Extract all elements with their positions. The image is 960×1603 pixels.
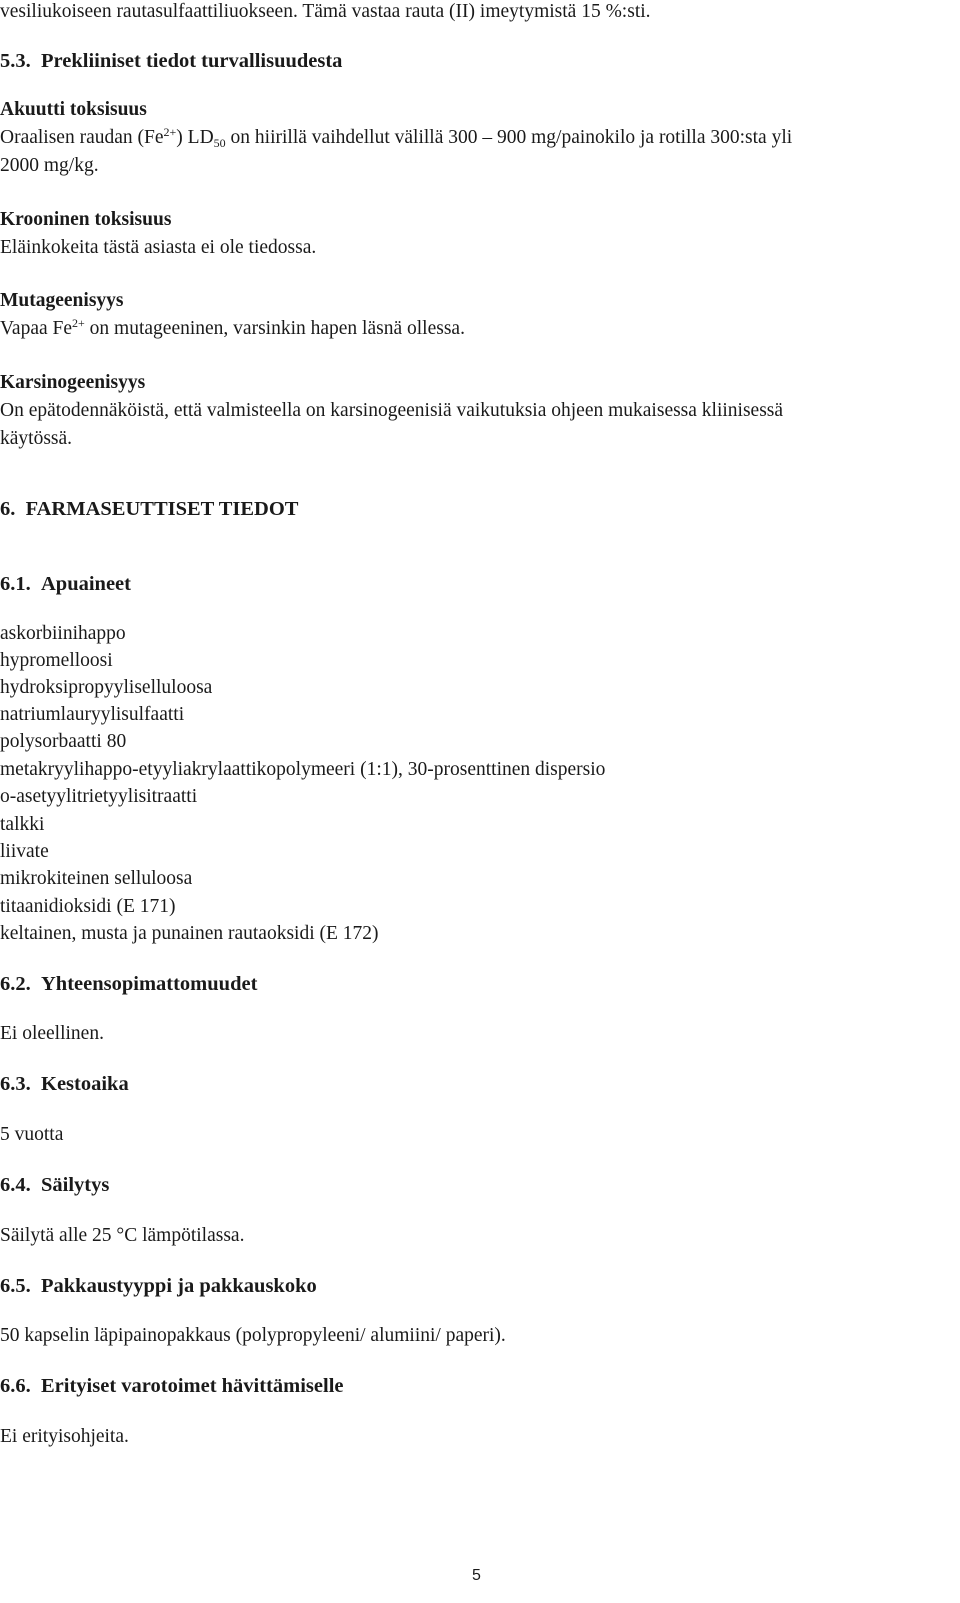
heading-5-3 — [0, 49, 342, 73]
excipient-item: natriumlauryylisulfaatti — [0, 704, 185, 725]
package-text: 50 kapselin läpipainopakkaus (polypropyleeni/ alumiini/ paperi). — [0, 1325, 506, 1346]
excipient-item: mikrokiteinen selluloosa — [0, 868, 193, 889]
shelf-life-text: 5 vuotta — [0, 1124, 64, 1145]
section-number: 5.3. — [0, 50, 31, 72]
acute-toxicity-text-cont: 2000 mg/kg. — [0, 155, 99, 176]
page-number: 5 — [472, 1567, 481, 1584]
excipient-item: polysorbaatti 80 — [0, 731, 127, 752]
excipient-item: o-asetyylitrietyylisitraatti — [0, 786, 198, 807]
heading-6-2 — [0, 972, 257, 996]
section-title: Pakkaustyyppi ja pakkauskoko — [41, 1275, 317, 1297]
text-part: ) LD — [176, 127, 214, 148]
excipient-item: hypromelloosi — [0, 650, 113, 671]
section-title: Prekliiniset tiedot turvallisuudesta — [41, 50, 343, 72]
section-number: 6.6. — [0, 1375, 31, 1397]
section-number: 6.4. — [0, 1174, 31, 1196]
heading-6 — [0, 497, 298, 521]
disposal-text: Ei erityisohjeita. — [0, 1426, 129, 1447]
section-number: 6.1. — [0, 573, 31, 595]
excipient-item: keltainen, musta ja punainen rautaoksidi (E 172) — [0, 923, 379, 944]
section-number: 6.2. — [0, 973, 31, 995]
text-part: Vapaa Fe — [0, 318, 73, 339]
text-part: on hiirillä vaihdellut välillä 300 – 900 mg/painokilo ja rotilla 300:sta yli — [225, 127, 793, 148]
excipient-item: liivate — [0, 841, 49, 862]
section-number: 6.5. — [0, 1275, 31, 1297]
section-title: Yhteensopimattomuudet — [41, 973, 258, 995]
acute-toxicity-text — [0, 126, 792, 150]
text-part: on mutageeninen, varsinkin hapen läsnä ollessa. — [84, 318, 465, 339]
heading-6-5 — [0, 1274, 317, 1298]
section-number: 6. — [0, 498, 16, 520]
carcinogenicity-text-cont: käytössä. — [0, 428, 73, 449]
text-part: Oraalisen raudan (Fe — [0, 127, 164, 148]
heading-6-3 — [0, 1072, 129, 1096]
subheading-carcinogenicity: Karsinogeenisyys — [0, 372, 146, 393]
excipient-item: askorbiinihappo — [0, 623, 126, 644]
section-title: Kestoaika — [41, 1073, 129, 1095]
excipient-item: talkki — [0, 814, 45, 835]
excipient-item: titaanidioksidi (E 171) — [0, 896, 176, 917]
heading-6-4 — [0, 1173, 109, 1197]
storage-text: Säilytä alle 25 °C lämpötilassa. — [0, 1225, 245, 1246]
heading-6-6 — [0, 1374, 344, 1398]
excipient-item: metakryylihappo-etyyliakrylaattikopolymeeri (1:1), 30-prosenttinen dispersio — [0, 759, 606, 780]
subheading-mutagenicity: Mutageenisyys — [0, 290, 124, 311]
subheading-chronic-toxicity: Krooninen toksisuus — [0, 209, 172, 230]
intro-text: vesiliukoiseen rautasulfaattiliuokseen. Tämä vastaa rauta (II) imeytymistä 15 %:sti. — [0, 1, 651, 22]
superscript: 2+ — [72, 316, 85, 330]
section-number: 6.3. — [0, 1073, 31, 1095]
mutagenicity-text — [0, 317, 465, 341]
chronic-toxicity-text: Eläinkokeita tästä asiasta ei ole tiedossa. — [0, 237, 317, 258]
excipient-item: hydroksipropyyliselluloosa — [0, 677, 213, 698]
incompatibilities-text: Ei oleellinen. — [0, 1023, 104, 1044]
heading-6-1 — [0, 572, 131, 596]
section-title: Erityiset varotoimet hävittämiselle — [41, 1375, 344, 1397]
section-title: Säilytys — [41, 1174, 110, 1196]
subheading-acute-toxicity: Akuutti toksisuus — [0, 99, 147, 120]
carcinogenicity-text: On epätodennäköistä, että valmisteella on karsinogeenisiä vaikutuksia ohjeen mukaisessa kliinisessä — [0, 400, 784, 421]
superscript: 2+ — [163, 125, 177, 139]
subscript: 50 — [213, 136, 226, 150]
section-title: FARMASEUTTISET TIEDOT — [25, 498, 299, 520]
section-title: Apuaineet — [41, 573, 131, 595]
